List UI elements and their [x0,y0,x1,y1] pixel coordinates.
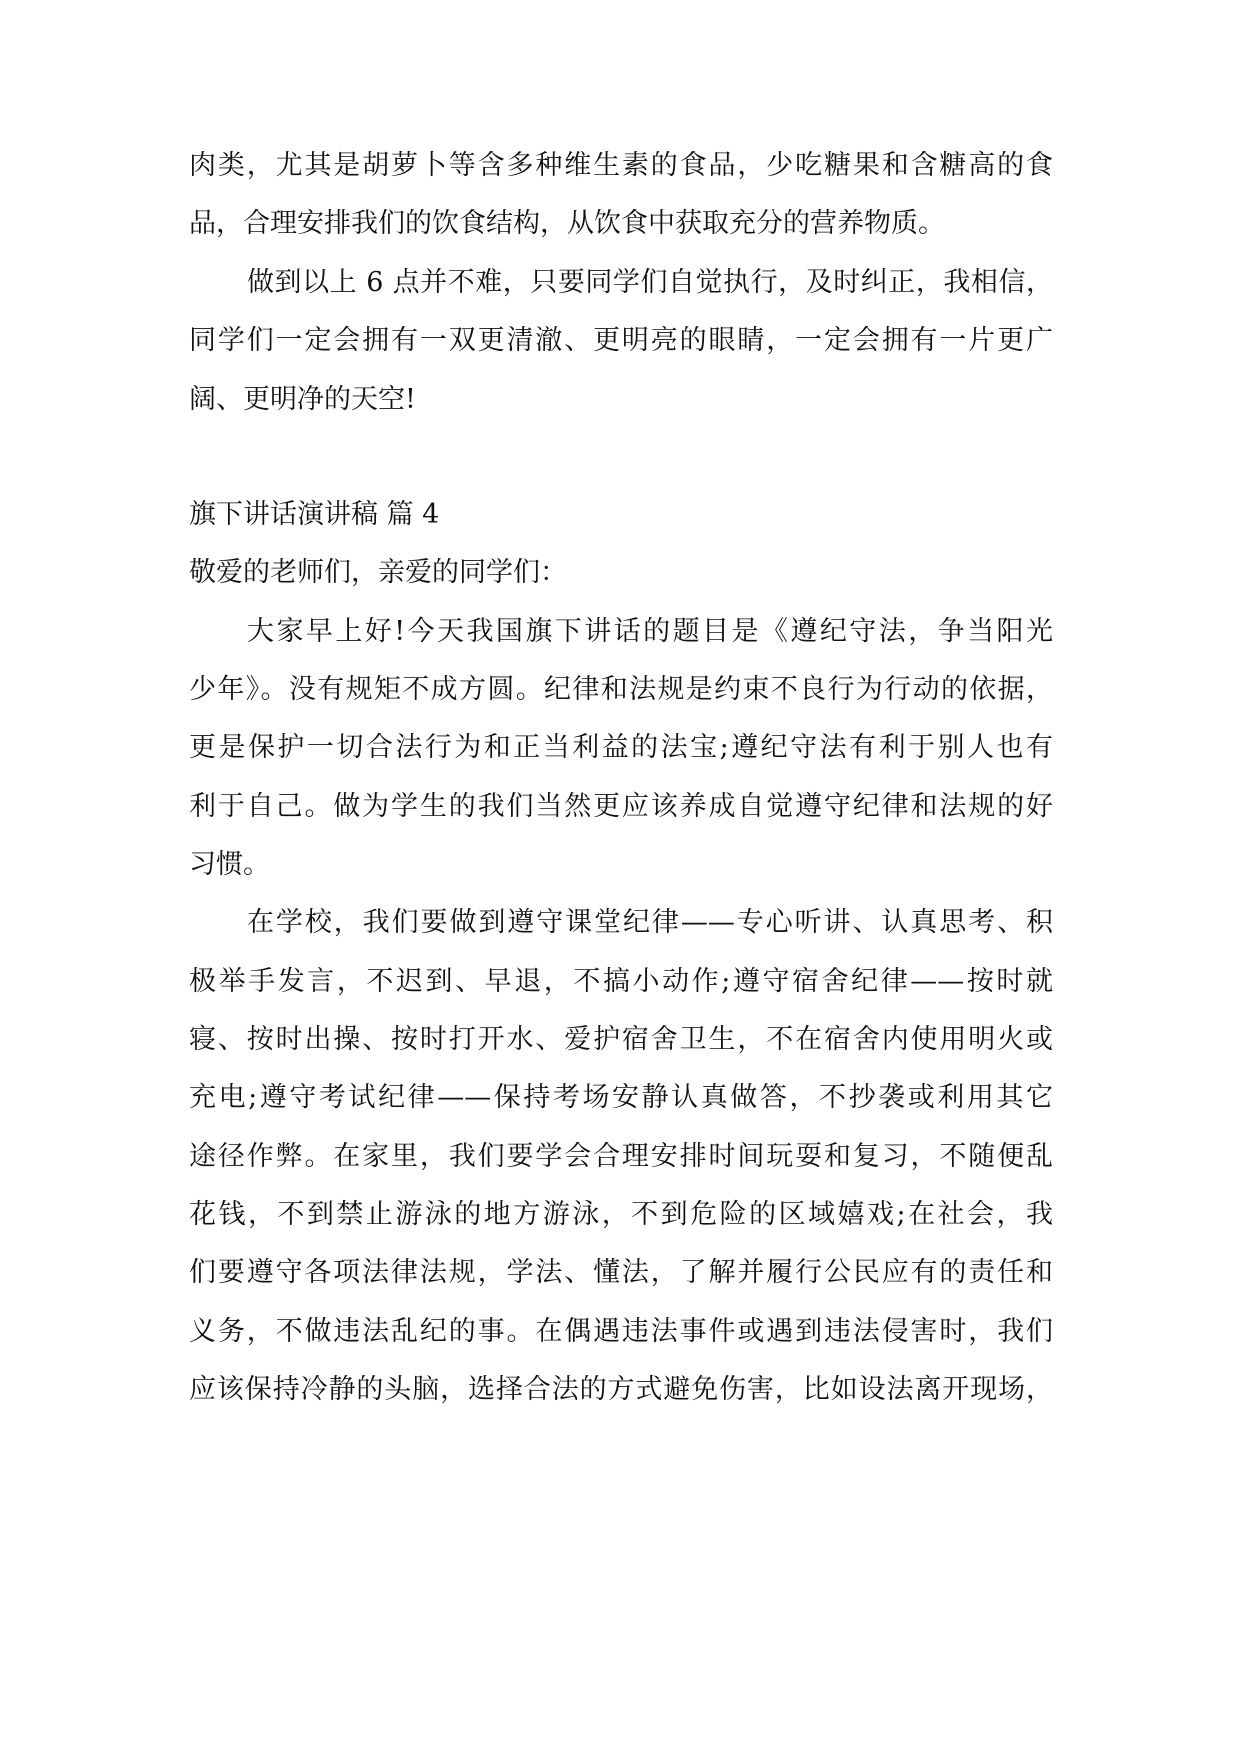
paragraph-line: 阔、更明净的天空! [189,384,416,415]
paragraph-line: 做到以上 6 点并不难，只要同学们自觉执行，及时纠正，我相信， [247,267,1053,298]
section-heading: 旗下讲话演讲稿 篇 4 [189,499,440,530]
paragraph-line: 极举手发言，不迟到、早退，不搞小动作;遵守宿舍纪律——按时就 [189,966,1053,997]
paragraph-line: 寝、按时出操、按时打开水、爱护宿舍卫生，不在宿舍内使用明火或 [189,1024,1053,1055]
paragraph-line: 肉类，尤其是胡萝卜等含多种维生素的食品，少吃糖果和含糖高的食 [189,150,1053,181]
paragraph-line: 少年》。没有规矩不成方圆。纪律和法规是约束不良行为行动的依据， [189,674,1053,705]
paragraph-line: 们要遵守各项法律法规，学法、懂法，了解并履行公民应有的责任和 [189,1257,1053,1288]
paragraph-line: 途径作弊。在家里，我们要学会合理安排时间玩耍和复习，不随便乱 [189,1141,1053,1172]
paragraph-line: 更是保护一切合法行为和正当利益的法宝;遵纪守法有利于别人也有 [189,732,1053,763]
paragraph-line: 利于自己。做为学生的我们当然更应该养成自觉遵守纪律和法规的好 [189,791,1053,822]
paragraph-line: 应该保持冷静的头脑，选择合法的方式避免伤害，比如设法离开现场， [189,1374,1053,1405]
paragraph-line: 花钱，不到禁止游泳的地方游泳，不到危险的区域嬉戏;在社会，我 [189,1199,1053,1230]
paragraph-line: 大家早上好!今天我国旗下讲话的题目是《遵纪守法，争当阳光 [247,616,1053,647]
paragraph-line: 充电;遵守考试纪律——保持考场安静认真做答，不抄袭或利用其它 [189,1082,1053,1113]
paragraph-line: 习惯。 [189,849,270,880]
paragraph-line: 同学们一定会拥有一双更清澈、更明亮的眼睛，一定会拥有一片更广 [189,325,1053,356]
paragraph-line: 义务，不做违法乱纪的事。在偶遇违法事件或遇到违法侵害时，我们 [189,1316,1053,1347]
paragraph-line: 品，合理安排我们的饮食结构，从饮食中获取充分的营养物质。 [189,208,945,239]
salutation: 敬爱的老师们，亲爱的同学们： [189,557,567,588]
paragraph-line: 在学校，我们要做到遵守课堂纪律——专心听讲、认真思考、积 [247,907,1053,938]
